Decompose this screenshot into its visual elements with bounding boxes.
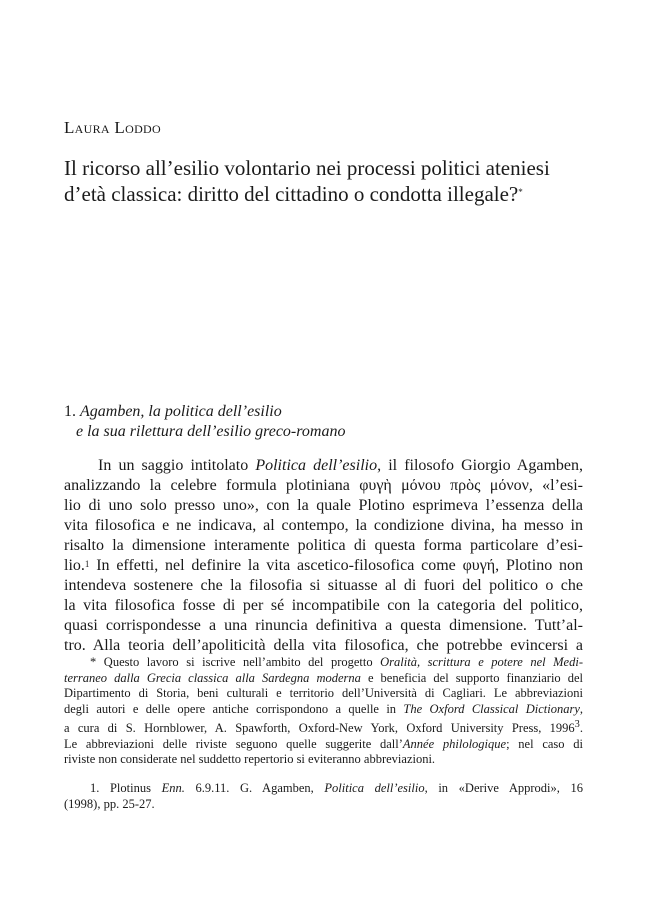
body-line — [64, 556, 583, 576]
footnote-text-italic: The Oxford Classical Dictionary — [403, 701, 580, 716]
footnote-text-italic: Politica dell’esilio — [324, 781, 425, 795]
footnote-text: 6.9.11. G. Agamben, — [184, 781, 325, 795]
body-line: quasi corrispondesse a una rinuncia definitiva a questa dimensione. Tutt’al- — [64, 617, 583, 634]
footnote-text-italic: Année philologique — [402, 736, 507, 751]
section-title-line-1: Agamben, la politica dell’esilio — [80, 403, 282, 420]
section-title-line-2: e la sua rilettura dell’esilio greco-romano — [76, 423, 346, 440]
footnote-line — [64, 737, 583, 753]
body-text: In effetti, nel definire la vita ascetico-filosofica come φυγή, Plotino non — [89, 557, 583, 574]
footnote-text: e beneficia del supporto finanziario del — [360, 670, 583, 685]
body-text: , il filosofo Giorgio Agamben, — [377, 457, 584, 474]
footnote-line — [64, 717, 583, 737]
footnote-text: ; nel caso di — [506, 736, 583, 751]
footnote-line: riviste non considerate nel suddetto repertorio si eviteranno abbreviazioni. — [64, 752, 436, 767]
body-line: lio di uno solo presso uno», con la quale Plotino esprimeva l’essenza della — [64, 497, 583, 514]
section-number: 1. — [64, 403, 76, 420]
footnote-line: (1998), pp. 25-27. — [64, 796, 155, 811]
body-line: analizzando la celebre formula plotiniana φυγὴ μόνου πρὸς μόνον, «l’esi- — [64, 477, 583, 494]
footnote-text: degli autori e delle opere antiche corrispondono a quelle in — [64, 701, 404, 716]
footnote-line — [64, 781, 583, 797]
footnote-line — [64, 655, 583, 671]
footnote-line: Dipartimento di Storia, beni culturali e territorio dell’Università di Cagliari. Le abbreviazioni — [64, 686, 583, 700]
body-line: vita filosofica e ne indicava, al contempo, la condizione divina, ha messo in — [64, 517, 583, 534]
footnote-line — [64, 671, 583, 687]
footnote-text: 1. Plotinus — [90, 781, 162, 795]
footnote-text: , — [579, 701, 583, 716]
body-text: lio. — [64, 557, 85, 574]
body-text: In un saggio intitolato — [98, 457, 256, 474]
footnote-text: * Questo lavoro si iscrive nell’ambito del progetto — [90, 655, 381, 669]
section-heading-line-2 — [64, 422, 584, 442]
body-line: risalto la dimensione interamente politica di questa forma particolare d’esi- — [64, 537, 583, 554]
body-paragraph — [64, 456, 583, 656]
footnote-text-italic: Oralità, scrittura e potere nel Medi- — [380, 655, 583, 669]
section-heading-line-1 — [64, 402, 584, 422]
body-line: tro. Alla teoria dell’apoliticità della vita filosofica, che potrebbe evincersi a — [64, 637, 583, 654]
title-footnote-mark[interactable]: * — [518, 187, 523, 197]
footnote-text: . — [579, 721, 583, 736]
footnote-text-italic: terraneo dalla Grecia classica alla Sardegna moderna — [64, 670, 361, 685]
footnote-1 — [64, 781, 583, 812]
section-heading — [64, 402, 584, 442]
footnote-star — [64, 655, 583, 768]
title-line-1: Il ricorso all’esilio volontario nei processi politici ateniesi — [64, 156, 550, 180]
article-title — [64, 155, 584, 207]
body-text-italic: Politica dell’esilio — [255, 457, 378, 474]
footnote-line — [64, 702, 583, 718]
body-line: la vita filosofica fosse di per sé incompatibile con la categoria del politico, — [64, 597, 583, 614]
edition-superscript: 3 — [574, 719, 580, 730]
footnote-text: a cura di S. Hornblower, A. Spawforth, Oxford-New York, Oxford University Press, 1996 — [64, 721, 575, 736]
title-line-2: d’età classica: diritto del cittadino o condotta illegale? — [64, 182, 519, 206]
footnote-text: , in «Derive Approdi», 16 — [424, 781, 583, 795]
body-line — [64, 456, 583, 476]
footnote-ref-1[interactable]: 1 — [84, 559, 90, 569]
body-line: intendeva sostenere che la filosofia si situasse al di fuori del politico o che — [64, 577, 583, 594]
author-name: Laura Loddo — [64, 118, 161, 137]
footnote-text-italic: Enn. — [161, 781, 185, 795]
footnote-text: Le abbreviazioni delle riviste seguono quelle suggerite dall’ — [64, 736, 403, 751]
